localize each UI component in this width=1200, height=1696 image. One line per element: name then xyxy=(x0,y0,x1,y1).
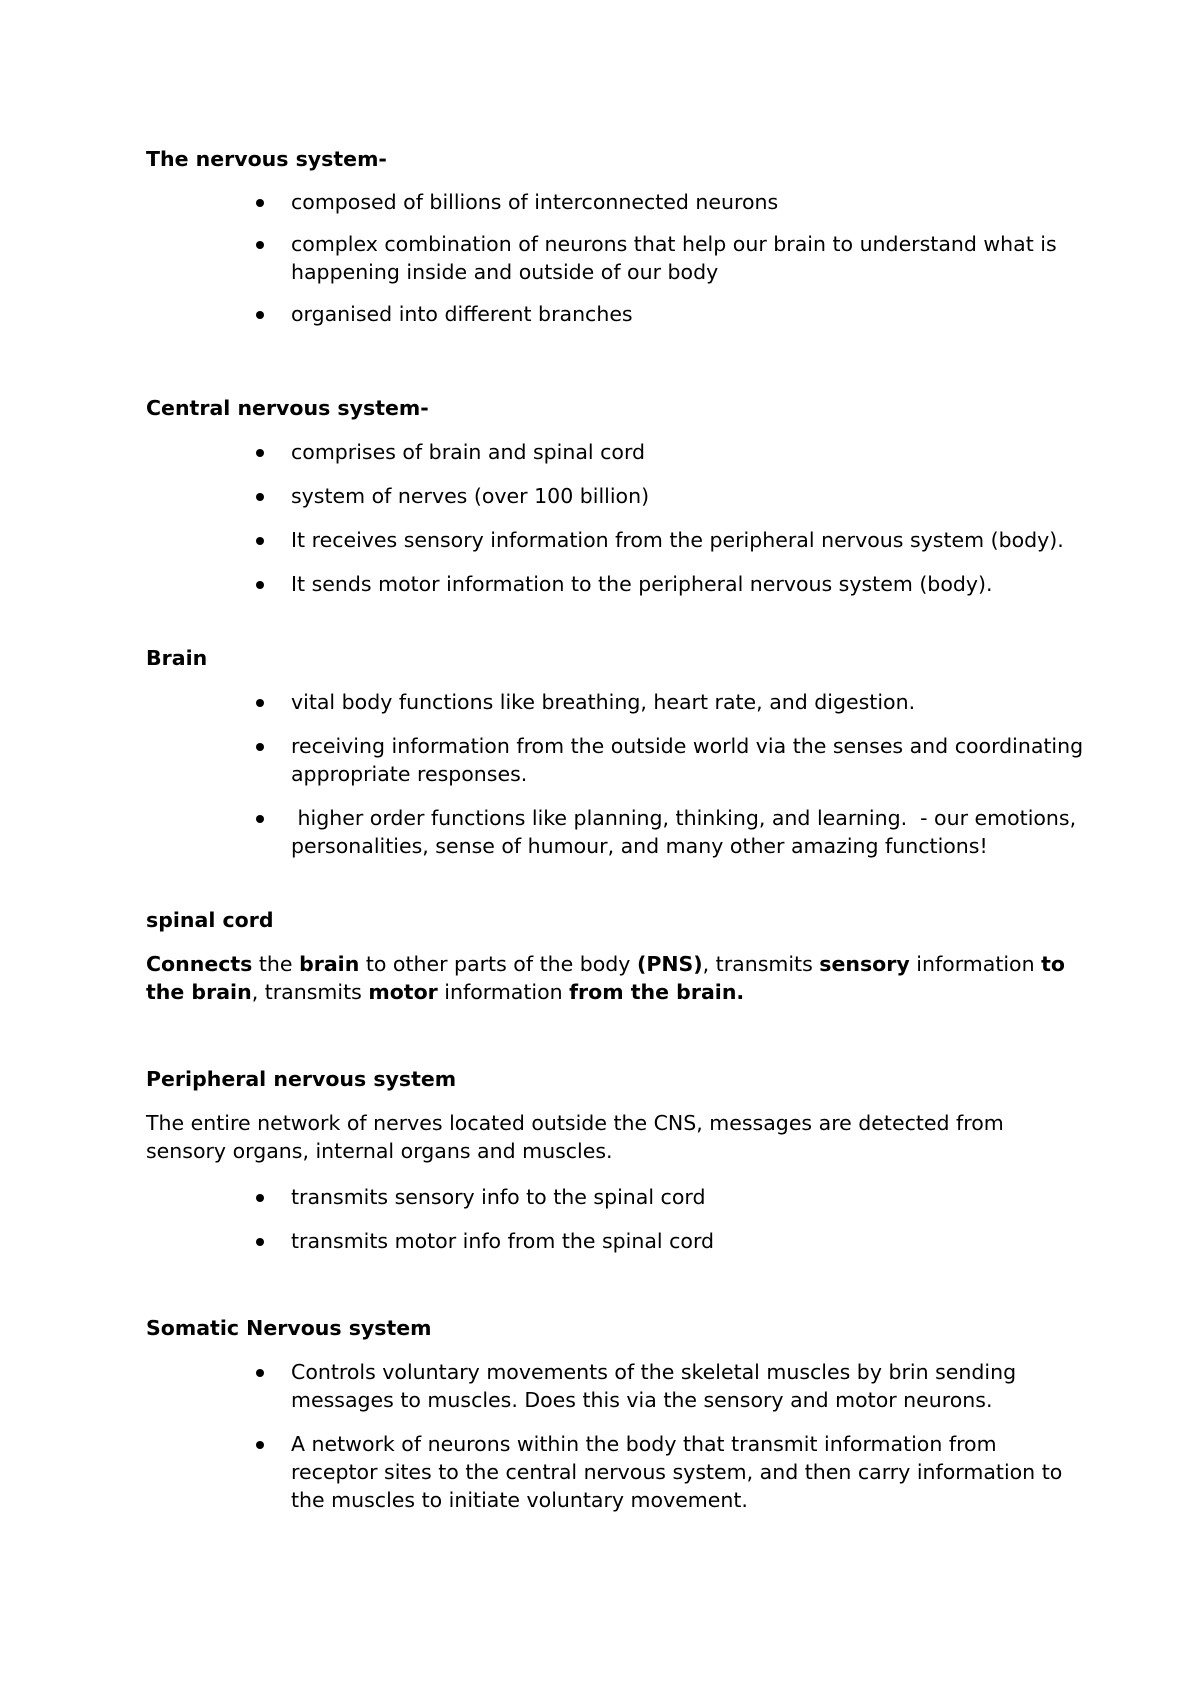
list-item-text: composed of billions of interconnected neurons xyxy=(291,190,779,214)
list-item xyxy=(146,688,1086,716)
heading-nervous-system: The nervous system- xyxy=(146,147,387,171)
bold-text-run: motor xyxy=(368,980,438,1004)
list-item-text: vital body functions like breathing, heart rate, and digestion. xyxy=(291,690,916,714)
section-nervous-system xyxy=(146,145,1086,173)
bold-text-run: sensory xyxy=(819,952,910,976)
list-item xyxy=(146,732,1086,788)
spinal-cord-text xyxy=(146,950,1086,1006)
heading-brain: Brain xyxy=(146,646,208,670)
heading-spinal-cord: spinal cord xyxy=(146,908,274,932)
list-item xyxy=(146,1430,1086,1514)
list-item-text: receiving information from the outside world via the senses and coordinating appropriate responses. xyxy=(291,734,1084,786)
list-item xyxy=(146,570,1086,598)
list-item-text: complex combination of neurons that help our brain to understand what is happening inside and outside of our body xyxy=(291,232,1057,284)
text-run: , transmits xyxy=(702,952,820,976)
bullet-icon xyxy=(256,581,264,589)
bullet-icon xyxy=(256,699,264,707)
bullet-icon xyxy=(256,311,264,319)
bold-text-run: from the brain. xyxy=(569,980,745,1004)
list-item xyxy=(146,1183,1086,1211)
list-item xyxy=(146,1358,1086,1414)
list-item xyxy=(146,804,1086,860)
list-somatic xyxy=(146,1358,1086,1514)
list-brain xyxy=(146,688,1086,860)
list-item xyxy=(146,300,1086,328)
text-run: the xyxy=(252,952,300,976)
bullet-icon xyxy=(256,1238,264,1246)
list-item xyxy=(146,438,1086,466)
list-item-text: It receives sensory information from the peripheral nervous system (body). xyxy=(291,528,1064,552)
bold-text-run: to the brain xyxy=(146,952,1065,1004)
list-item-text: transmits sensory info to the spinal cord xyxy=(291,1185,706,1209)
list-item-text: comprises of brain and spinal cord xyxy=(291,440,646,464)
bold-text-run: Connects xyxy=(146,952,253,976)
section-pns xyxy=(146,1065,1086,1093)
bullet-icon xyxy=(256,1369,264,1377)
list-item-text: It sends motor information to the peripheral nervous system (body). xyxy=(291,572,993,596)
text-run: information xyxy=(909,952,1042,976)
list-item-text: A network of neurons within the body that transmit information from receptor sites to the central nervous system, and then carry information to the muscles to initiate voluntary movement. xyxy=(291,1432,1063,1512)
list-pns xyxy=(146,1183,1086,1255)
heading-somatic: Somatic Nervous system xyxy=(146,1316,432,1340)
bullet-icon xyxy=(256,1441,264,1449)
bold-text-run: (PNS) xyxy=(636,952,703,976)
bullet-icon xyxy=(256,815,264,823)
list-cns xyxy=(146,438,1086,598)
list-item xyxy=(146,482,1086,510)
heading-pns: Peripheral nervous system xyxy=(146,1067,457,1091)
list-item-text: organised into different branches xyxy=(291,302,633,326)
list-item-text: system of nerves (over 100 billion) xyxy=(291,484,650,508)
bullet-icon xyxy=(256,1194,264,1202)
bullet-icon xyxy=(256,537,264,545)
heading-cns: Central nervous system- xyxy=(146,396,429,420)
bullet-icon xyxy=(256,449,264,457)
section-somatic xyxy=(146,1314,1086,1342)
text-run: information xyxy=(437,980,570,1004)
pns-text: The entire network of nerves located outside the CNS, messages are detected from sensory organs, internal organs and muscles. xyxy=(146,1111,1004,1163)
bullet-icon xyxy=(256,241,264,249)
pns-paragraph xyxy=(146,1109,1086,1165)
bullet-icon xyxy=(256,493,264,501)
list-item xyxy=(146,1227,1086,1255)
list-item xyxy=(146,188,1086,216)
list-item-text: transmits motor info from the spinal cord xyxy=(291,1229,715,1253)
bold-text-run: brain xyxy=(299,952,360,976)
list-item xyxy=(146,526,1086,554)
list-nervous-system xyxy=(146,188,1086,328)
list-item-text: Controls voluntary movements of the skeletal muscles by brin sending messages to muscles. Does this via the sensory and motor neurons. xyxy=(291,1360,1017,1412)
text-run: , transmits xyxy=(251,980,369,1004)
spinal-cord-paragraph xyxy=(146,950,1086,1006)
bullet-icon xyxy=(256,743,264,751)
bullet-icon xyxy=(256,199,264,207)
list-item xyxy=(146,230,1086,286)
section-brain xyxy=(146,644,1086,672)
list-item-text: higher order functions like planning, thinking, and learning. - our emotions, personalities, sense of humour, and many other amazing functions! xyxy=(291,806,1083,858)
section-cns xyxy=(146,394,1086,422)
section-spinal-cord xyxy=(146,906,1086,934)
text-run: to other parts of the body xyxy=(359,952,637,976)
